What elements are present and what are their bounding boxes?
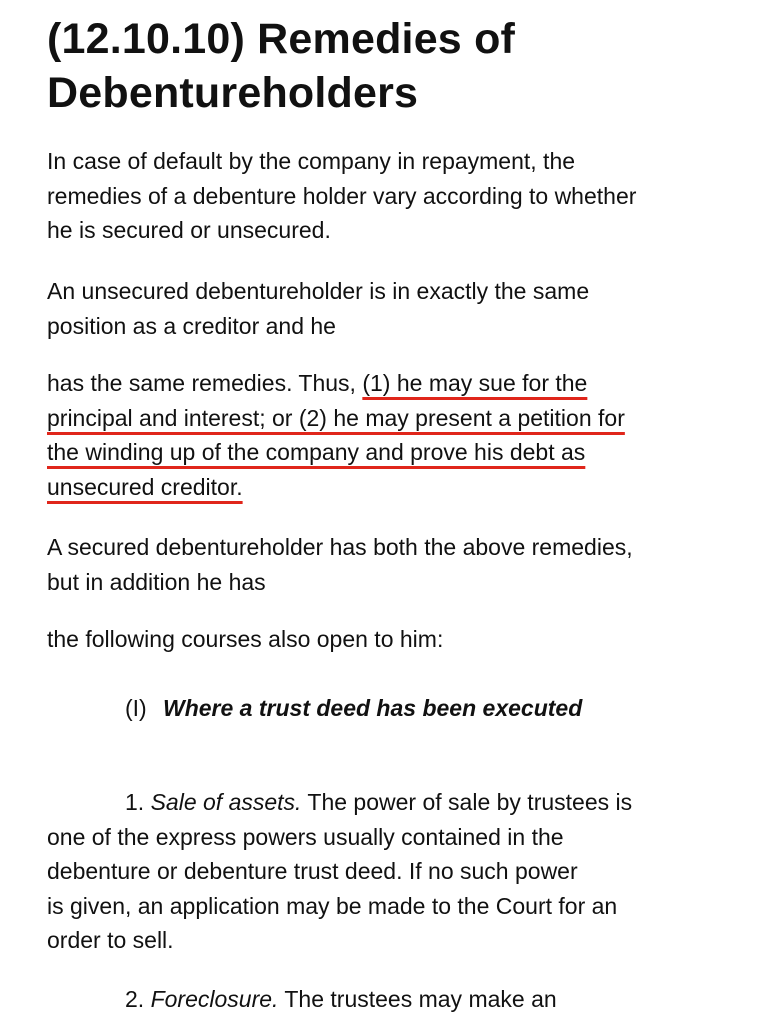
red-underlined-text: principal and interest; or (2) he may present a petition for: [47, 404, 625, 431]
paragraph-unsecured: [47, 274, 589, 343]
subheading-trust-deed: [125, 691, 582, 725]
red-underlined-text: the winding up of the company and prove his debt as: [47, 439, 586, 466]
text-line: position as a creditor and he: [47, 312, 336, 339]
text-line: one of the express powers usually contained in the: [47, 823, 564, 850]
text-line: order to sell.: [47, 927, 174, 954]
red-underlined-text: unsecured creditor.: [47, 473, 243, 500]
paragraph-unsecured-remedies: [47, 366, 625, 504]
item-sale-of-assets: [47, 785, 632, 958]
text-line: The trustees may make an: [278, 986, 557, 1012]
text-line: has the same remedies. Thus,: [47, 370, 363, 396]
text-line: remedies of a debenture holder vary according to whether: [47, 182, 637, 209]
paragraph-courses: [47, 622, 443, 657]
text-line: but in addition he has: [47, 568, 266, 595]
title-line-1: (12.10.10) Remedies of: [47, 15, 516, 63]
title-line-2: Debentureholders: [47, 69, 419, 117]
page-title: [47, 12, 515, 120]
red-underlined-text: (1) he may sue for the: [362, 370, 588, 396]
text-line: An unsecured debentureholder is in exactly the same: [47, 278, 590, 304]
subheading-number: (I): [125, 695, 147, 721]
item-term: Foreclosure.: [150, 986, 279, 1012]
subheading-text: Where a trust deed has been executed: [163, 695, 583, 721]
item-term: Sale of assets.: [150, 789, 302, 815]
text-line: he is secured or unsecured.: [47, 217, 331, 244]
text-line: the following courses also open to him:: [47, 626, 444, 652]
text-line: is given, an application may be made to the Court for an: [47, 892, 618, 919]
item-number: 1.: [125, 789, 145, 815]
item-number: 2.: [125, 986, 145, 1012]
item-foreclosure: [47, 982, 557, 1017]
paragraph-default-remedies: [47, 144, 636, 248]
paragraph-secured: [47, 530, 633, 599]
text-line: In case of default by the company in repayment, the: [47, 148, 576, 174]
text-line: A secured debentureholder has both the above remedies,: [47, 534, 633, 560]
text-line: The power of sale by trustees is: [301, 789, 633, 815]
text-line: debenture or debenture trust deed. If no such power: [47, 858, 578, 885]
